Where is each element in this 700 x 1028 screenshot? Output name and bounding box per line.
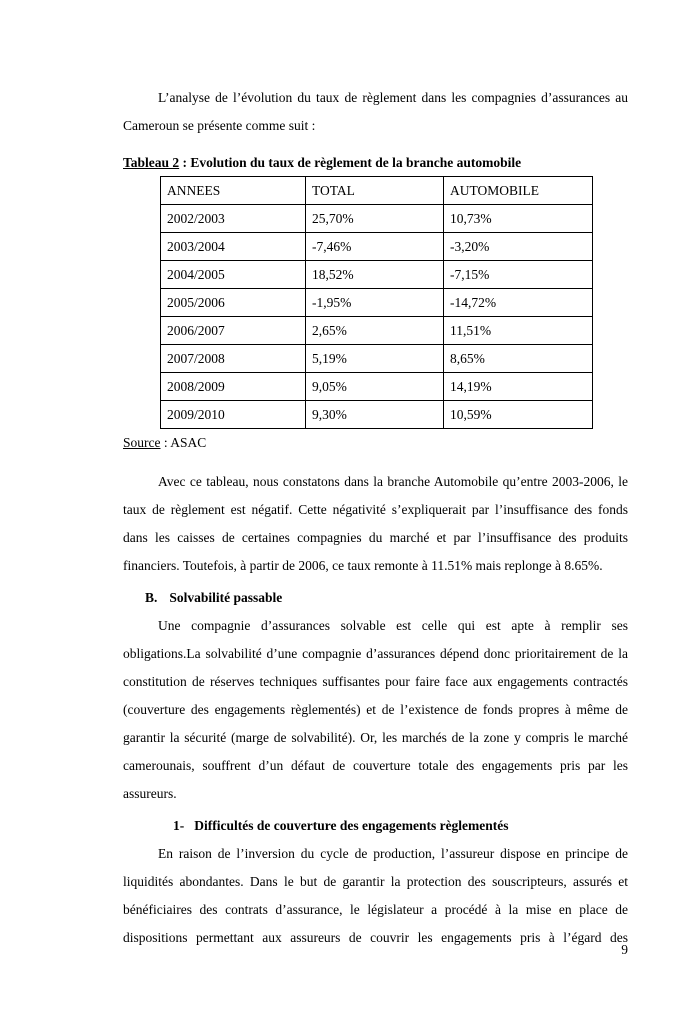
table-cell-year: 2009/2010 (161, 401, 306, 429)
table-cell-automobile: 10,59% (444, 401, 593, 429)
table-cell-total: 9,05% (306, 373, 444, 401)
table-source-label: Source (123, 435, 161, 450)
table-cell-automobile: -7,15% (444, 261, 593, 289)
table-cell-automobile: -14,72% (444, 289, 593, 317)
table-row (161, 401, 593, 429)
table-cell-total: -1,95% (306, 289, 444, 317)
table-cell-automobile: 8,65% (444, 345, 593, 373)
table-cell-year: 2003/2004 (161, 233, 306, 261)
table-header-automobile: AUTOMOBILE (444, 177, 593, 205)
table-cell-total: 2,65% (306, 317, 444, 345)
section-b-number: B. (145, 590, 158, 605)
table-row (161, 205, 593, 233)
reglement-table (160, 176, 593, 429)
table-cell-total: 5,19% (306, 345, 444, 373)
table-header-total: TOTAL (306, 177, 444, 205)
table-source-text: : ASAC (160, 435, 207, 450)
table-cell-automobile: 11,51% (444, 317, 593, 345)
table-row (161, 345, 593, 373)
table-header-annees: ANNEES (161, 177, 306, 205)
table-row (161, 317, 593, 345)
table-cell-year: 2008/2009 (161, 373, 306, 401)
table-row (161, 233, 593, 261)
spacer (123, 456, 628, 468)
table-row (161, 289, 593, 317)
table-cell-total: 25,70% (306, 205, 444, 233)
table-row (161, 261, 593, 289)
table-caption-text: : Evolution du taux de règlement de la branche automobile (179, 155, 522, 170)
paragraph-coverage: En raison de l’inversion du cycle de production, l’assureur dispose en principe de liquidités abondantes. Dans le but de garantir la protection des souscripteurs, assurés et bénéficiaires des contrats d’assurance, le législateur a procédé à la mise en place de dispositions permettant aux assureurs de couvrir les engagements pris à l’égard des (123, 846, 628, 945)
table-cell-automobile: 14,19% (444, 373, 593, 401)
subsection-1-heading (173, 812, 628, 840)
table-cell-year: 2007/2008 (161, 345, 306, 373)
subsection-1-title: Difficultés de couverture des engagements règlementés (194, 818, 509, 833)
section-b-title: Solvabilité passable (169, 590, 283, 605)
subsection-1-number: 1- (173, 818, 185, 833)
table-cell-automobile: 10,73% (444, 205, 593, 233)
table-cell-automobile: -3,20% (444, 233, 593, 261)
paragraph-analysis: Avec ce tableau, nous constatons dans la branche Automobile qu’entre 2003-2006, le taux de règlement est négatif. Cette négativité s’expliquerait par l’insuffisance des fonds dans les caisses de certaines compagnies du marché et par l’insuffisance des produits financiers. Toutefois, à partir de 2006, ce taux remonte à 11.51% mais replonge à 8.65%. (123, 474, 628, 573)
section-b-heading (145, 584, 628, 612)
paragraph-intro: L’analyse de l’évolution du taux de règlement dans les compagnies d’assurances au Cameroun se présente comme suit : (123, 90, 628, 133)
table-caption (123, 150, 628, 176)
table-source (123, 429, 628, 456)
table-cell-year: 2004/2005 (161, 261, 306, 289)
table-cell-year: 2002/2003 (161, 205, 306, 233)
paragraph-solvency: Une compagnie d’assurances solvable est celle qui est apte à remplir ses obligations.La solvabilité d’une compagnie d’assurances dépend donc prioritairement de la constitution de réserves techniques suffisantes pour faire face aux engagements contractés (couverture des engagements règlementés) et de l’existence de fonds propres à même de garantir la sécurité (marge de solvabilité). Or, les marchés de la zone y compris le marché camerounais, souffrent d’un défaut de couverture totale des engagements pris par les assureurs. (123, 618, 628, 801)
table-cell-year: 2006/2007 (161, 317, 306, 345)
table-cell-year: 2005/2006 (161, 289, 306, 317)
table-cell-total: 9,30% (306, 401, 444, 429)
page-number: 9 (621, 942, 628, 957)
table-cell-total: 18,52% (306, 261, 444, 289)
table-cell-total: -7,46% (306, 233, 444, 261)
table-header-row (161, 177, 593, 205)
table-row (161, 373, 593, 401)
table-caption-label: Tableau 2 (123, 155, 180, 170)
